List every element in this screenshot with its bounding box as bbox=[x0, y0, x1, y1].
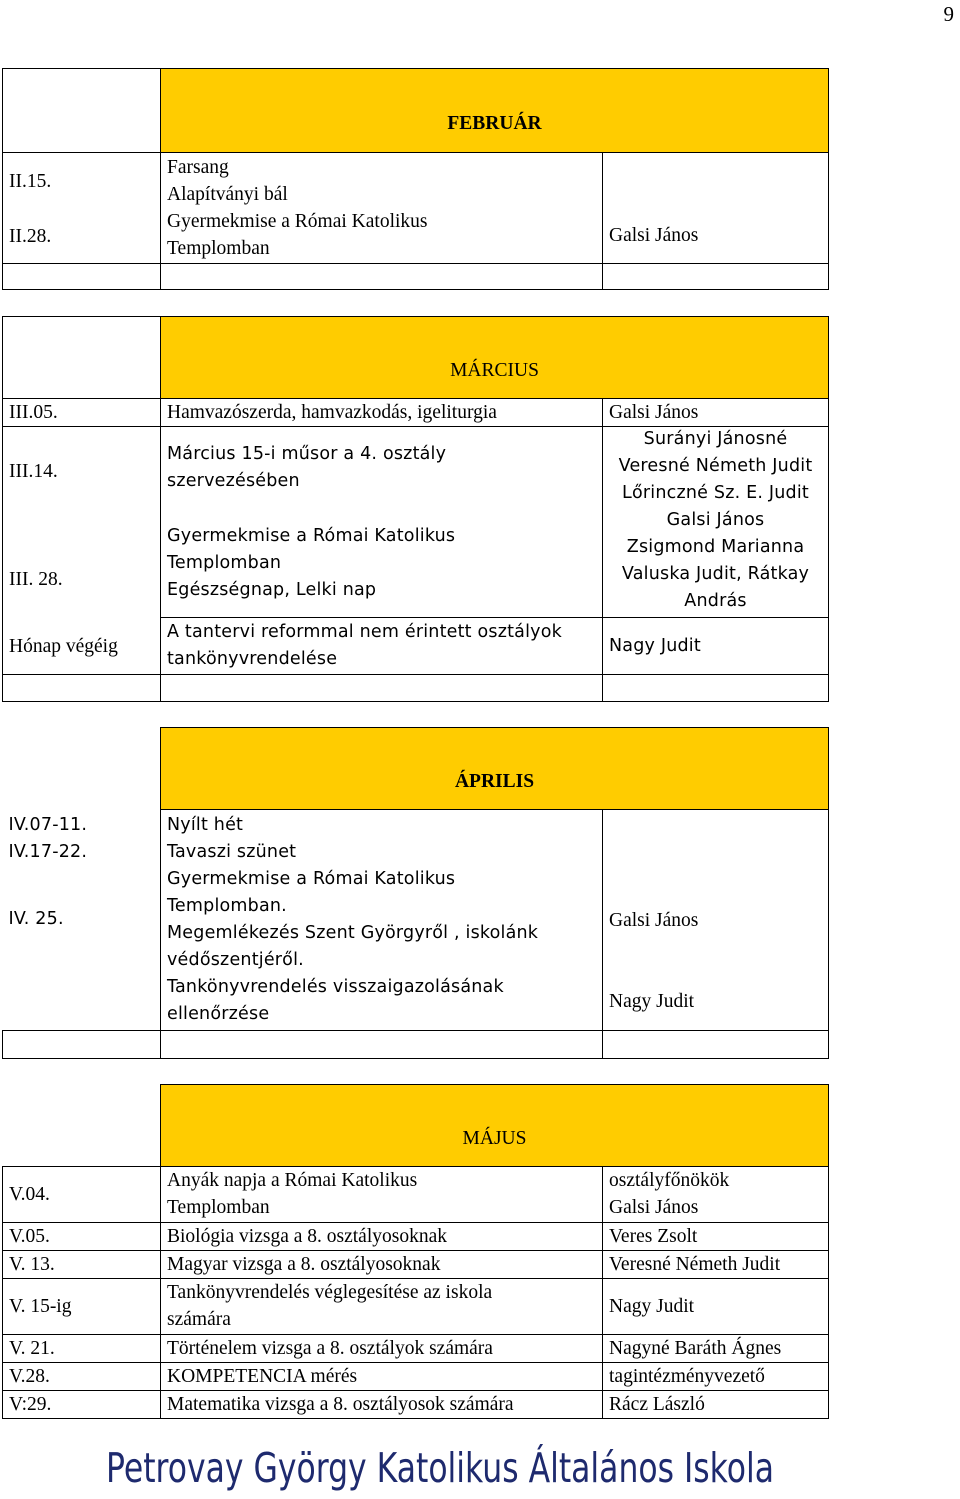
event: védőszentjéről. bbox=[167, 950, 304, 970]
event: Tankönyvrendelés véglegesítése az iskola számára bbox=[161, 1279, 603, 1335]
date: IV.07-11. bbox=[8, 814, 88, 835]
event: Matematika vizsga a 8. osztályosok számára bbox=[161, 1391, 603, 1419]
event: Templomban bbox=[167, 553, 282, 573]
responsible: osztályfőnökök Galsi János bbox=[603, 1167, 829, 1223]
april-table bbox=[2, 727, 829, 1059]
event: Nyílt hét bbox=[167, 815, 244, 835]
date: V. 21. bbox=[3, 1335, 161, 1363]
february-responsible-cell bbox=[603, 153, 829, 264]
event: Templomban. bbox=[167, 896, 287, 916]
event: Gyermekmise a Római Katolikus bbox=[167, 211, 428, 232]
responsible: Nagy Judit bbox=[609, 991, 695, 1012]
event: Történelem vizsga a 8. osztályok számára bbox=[161, 1335, 603, 1363]
responsible: Valuska Judit, Rátkay bbox=[621, 564, 810, 584]
event: Tankönyvrendelés visszaigazolásának bbox=[167, 977, 504, 997]
may-title: MÁJUS bbox=[161, 1085, 829, 1167]
responsible: Rácz László bbox=[603, 1391, 829, 1419]
table-row bbox=[3, 399, 829, 427]
date: V. 13. bbox=[3, 1251, 161, 1279]
event: Tavaszi szünet bbox=[167, 842, 297, 862]
february-events-cell bbox=[161, 153, 603, 264]
event: KOMPETENCIA mérés bbox=[161, 1363, 603, 1391]
date: Hónap végéig bbox=[9, 636, 118, 657]
date: III.05. bbox=[3, 399, 161, 427]
table-row bbox=[3, 1335, 829, 1363]
march-dates-cell bbox=[3, 427, 161, 675]
table-row bbox=[3, 1279, 829, 1335]
event: Március 15-i műsor a 4. osztály bbox=[167, 444, 447, 464]
event: tankönyvrendelése bbox=[167, 649, 338, 669]
february-dates-cell bbox=[3, 153, 161, 264]
school-name-footer bbox=[106, 1438, 806, 1492]
responsible: Galsi János bbox=[609, 225, 699, 246]
responsible: Nagy Judit bbox=[609, 636, 701, 656]
date: V:29. bbox=[3, 1391, 161, 1419]
february-table bbox=[2, 68, 829, 290]
date: III. 28. bbox=[9, 569, 63, 590]
date: II.15. bbox=[9, 171, 52, 192]
march-events-cell bbox=[161, 427, 603, 675]
responsible: Nagy Judit bbox=[603, 1279, 829, 1335]
event: A tantervi reformmal nem érintett osztályok bbox=[167, 622, 562, 642]
event: Magyar vizsga a 8. osztályosoknak bbox=[161, 1251, 603, 1279]
responsible: Galsi János bbox=[609, 910, 699, 931]
event: Megemlékezés Szent Györgyről , iskolánk bbox=[167, 923, 539, 943]
april-responsible-cell bbox=[603, 810, 829, 1031]
date: IV.17-22. bbox=[8, 841, 88, 862]
responsible: Galsi János bbox=[603, 399, 829, 427]
table-row bbox=[3, 1167, 829, 1223]
april-events-cell bbox=[161, 810, 603, 1031]
march-responsible-cell bbox=[603, 427, 829, 675]
table-row bbox=[3, 1223, 829, 1251]
date: II.28. bbox=[9, 226, 52, 247]
march-table bbox=[2, 316, 829, 702]
responsible: Lőrinczné Sz. E. Judit bbox=[622, 483, 809, 503]
event: Gyermekmise a Római Katolikus bbox=[167, 526, 456, 546]
event: Templomban bbox=[167, 238, 270, 259]
responsible: Surányi Jánosné bbox=[643, 429, 788, 449]
table-row bbox=[3, 1391, 829, 1419]
february-title: FEBRUÁR bbox=[161, 69, 829, 153]
responsible: Veresné Németh Judit bbox=[618, 456, 813, 476]
april-title: ÁPRILIS bbox=[161, 728, 829, 810]
event: szervezésében bbox=[167, 471, 300, 491]
page-number: 9 bbox=[943, 2, 954, 26]
event: Hamvazószerda, hamvazkodás, igeliturgia bbox=[161, 399, 603, 427]
date: V.05. bbox=[3, 1223, 161, 1251]
responsible: Veresné Németh Judit bbox=[603, 1251, 829, 1279]
event: ellenőrzése bbox=[167, 1004, 270, 1024]
responsible: Nagyné Baráth Ágnes bbox=[603, 1335, 829, 1363]
date: V.28. bbox=[3, 1363, 161, 1391]
may-table bbox=[2, 1084, 829, 1419]
date: III.14. bbox=[9, 461, 58, 482]
april-dates-cell bbox=[3, 810, 161, 1031]
event: Biológia vizsga a 8. osztályosoknak bbox=[161, 1223, 603, 1251]
event: Farsang bbox=[167, 157, 229, 178]
date: IV. 25. bbox=[8, 908, 64, 929]
responsible: Veres Zsolt bbox=[603, 1223, 829, 1251]
march-title: MÁRCIUS bbox=[161, 317, 829, 399]
school-name-text: Petrovay György Katolikus Általános Iskola bbox=[106, 1444, 774, 1492]
responsible: tagintézményvezető bbox=[603, 1363, 829, 1391]
date: V. 15-ig bbox=[3, 1279, 161, 1335]
responsible: Galsi János bbox=[666, 510, 765, 530]
table-row bbox=[3, 1251, 829, 1279]
event: Alapítványi bál bbox=[167, 184, 288, 205]
event: Anyák napja a Római Katolikus Templomban bbox=[161, 1167, 603, 1223]
table-row bbox=[3, 1363, 829, 1391]
event: Gyermekmise a Római Katolikus bbox=[167, 869, 456, 889]
responsible: András bbox=[684, 591, 747, 611]
date: V.04. bbox=[3, 1167, 161, 1223]
responsible: Zsigmond Marianna bbox=[626, 537, 805, 557]
event: Egészségnap, Lelki nap bbox=[167, 580, 377, 600]
